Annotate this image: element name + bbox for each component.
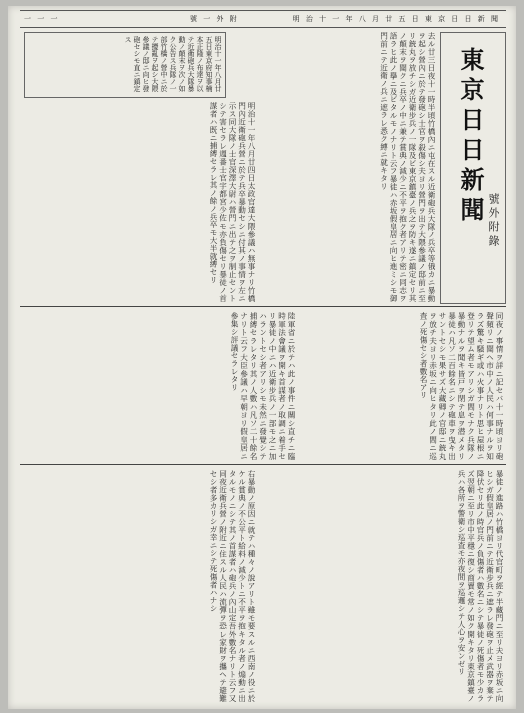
article-column-middle-right: 同夜ノ事情ヲ詳ニ記セバ十一時頃ヨリ砲聲頻リニ聞ヘ市中ノ人民ハ何事ナルヲ知ラズ驚キ騒ギ或ハ火事ナリト思ヒ屋根ニ登リテ望ム者モアリシガ間モナク兵隊ノ暴動ナルヲ聞キ皆戸ヲ閉テ息ヲ潜メタリ暴徒ハ凡ソ二百餘名ニシテ砲車ヲ曳キ出サントセシモ果サズ大藏卿ノ官邸ニ銃丸ヲ放チ夫ヨリ赤坂ニ向ヒタリ此ノ間ニ巡査ノ死傷セシ者數名アリ <box>419 312 504 460</box>
section-divider-1 <box>20 306 506 307</box>
masthead-subtitle: 號外附錄 <box>487 193 500 249</box>
article-column-middle-left: 陸軍省ニ於テハ此ノ事件ニ關シ直チニ臨時軍法會議ヲ開キ首謀者ノ取調ニ着手セリ暴徒ノ中ニハ近衛步兵ノ一部モ之ニ加ハラントセシ者アリシモ未然ニ發覺シテ捕縛セラレタリ其ノ人數ハ凡ソ二十餘名ナリト云フ大臣參議ハ早朝ヨリ假皇居ニ參集シ評議セラレタリ <box>230 312 296 460</box>
section-divider-2 <box>20 464 506 465</box>
official-notice-box <box>24 32 226 98</box>
article-column-bottom-right: 暴徒ノ進路ハ竹橋ヨリ代官町ヲ經テ半藏門ニ至リ夫ヨリ赤坂ニ向ヒシガ假皇居ノ門前ニテ近衛步兵ニ遮ラレ發砲ヲ止メ武器ヲ棄テ降伏セリ此ノ時官兵ノ負傷者ハ數名ニシテ暴徒ノ死傷者モ少カラズ翌朝ニ至リ市中平穩ニ復シ商賣モ常ノ如ク開キタリ東京鎮臺ノ兵ハ各所ヲ警衛シ巡査モ亦夜間ヲ巡邏シテ人心ヲ安ンゼリ <box>457 470 504 702</box>
article-column-top-left: 明治十一年八月廿四日太政官達大隈參議ハ無事ナリ竹橋門內近衛砲兵營ニ於テ兵卒暴動セシニ付其ノ事情ヲ左ニ示ス同大隊ノ士官深澤大尉ハ營門ニ出テ之ヲ制止セントシテ害セラレ週番士官宇都宮少佐モ亦負傷セリ暴徒ノ首謀者ハ既ニ捕縛セラレ其ノ餘ノ兵卒モ大半就縛セリ <box>209 102 256 302</box>
newspaper-page <box>8 6 516 709</box>
page-header <box>20 10 506 28</box>
official-notice-text: 明治十一年八月廿五日東京府知事楠本正隆ノ布達ヲ以テ近衛砲兵大隊暴動ノ顛末ヲ次ノ如ク公告ス兵隊ノ一部竹橋ノ營中ニ於テ擾亂ヲ起シ大隈參議ノ邸ニ向ヒ發砲セシモ直ニ鎮定ス <box>124 36 222 92</box>
header-center-text: 號 一 外 附 <box>190 15 239 23</box>
article-column-top-right: 去ル廿三日夜十一時半頃竹橋內ニ屯在スル近衛砲兵大隊ノ兵卒等俄カニ暴動ヲ起シ營內ニ於テ發砲シ士官ヲ殺傷シ夫ヨリ營門ヲ出テ大隈參議ノ邸前ニ至リ銃丸ヲ放チシガ近衛步兵ノ一隊及ビ東京鎮臺ノ兵之ヲ防キ遂ニ鎮定セリ其ノ顛末ヲ聞クニ兵卒ノ中ニ兼テ賞典ノ減少ニ不平ヲ抱ク者アリテ密ニ同志ヲ語ラヒ此ノ擧ニ及ビタルモノナリト云フ暴徒ハ赤坂假皇居ニ向ヒ進ミシモ御門前ニテ近衛ノ兵ニ遮ラレ悉ク縛ニ就キタリ <box>379 32 436 302</box>
masthead <box>440 32 506 304</box>
article-column-bottom-left: 右暴動ノ原因ニ就テハ種々ノ說アリト雖モ要スルニ西南ノ役ニ於ケル賞典ノ不公平ト給料ノ減少トニ不平ヲ抱キタル者ノ煽動ニ出タルモノニシテ其ノ首謀者ハ砲兵ノ內山定吾外數名ナリト云フ又同夜近衛兵營ノ附近ニ住スル人民ハ流彈ヲ恐レ家財ヲ攜ヘテ避難セシ者多カリシガ幸ニシテ死傷者ハナシ <box>209 470 256 702</box>
header-left-text: 一 一 一 <box>24 15 60 23</box>
masthead-title: 東京日日新聞 <box>456 47 485 227</box>
header-date-text: 明 治 十 一 年 八 月 廿 五 日 東 京 日 日 新 聞 <box>292 15 500 23</box>
